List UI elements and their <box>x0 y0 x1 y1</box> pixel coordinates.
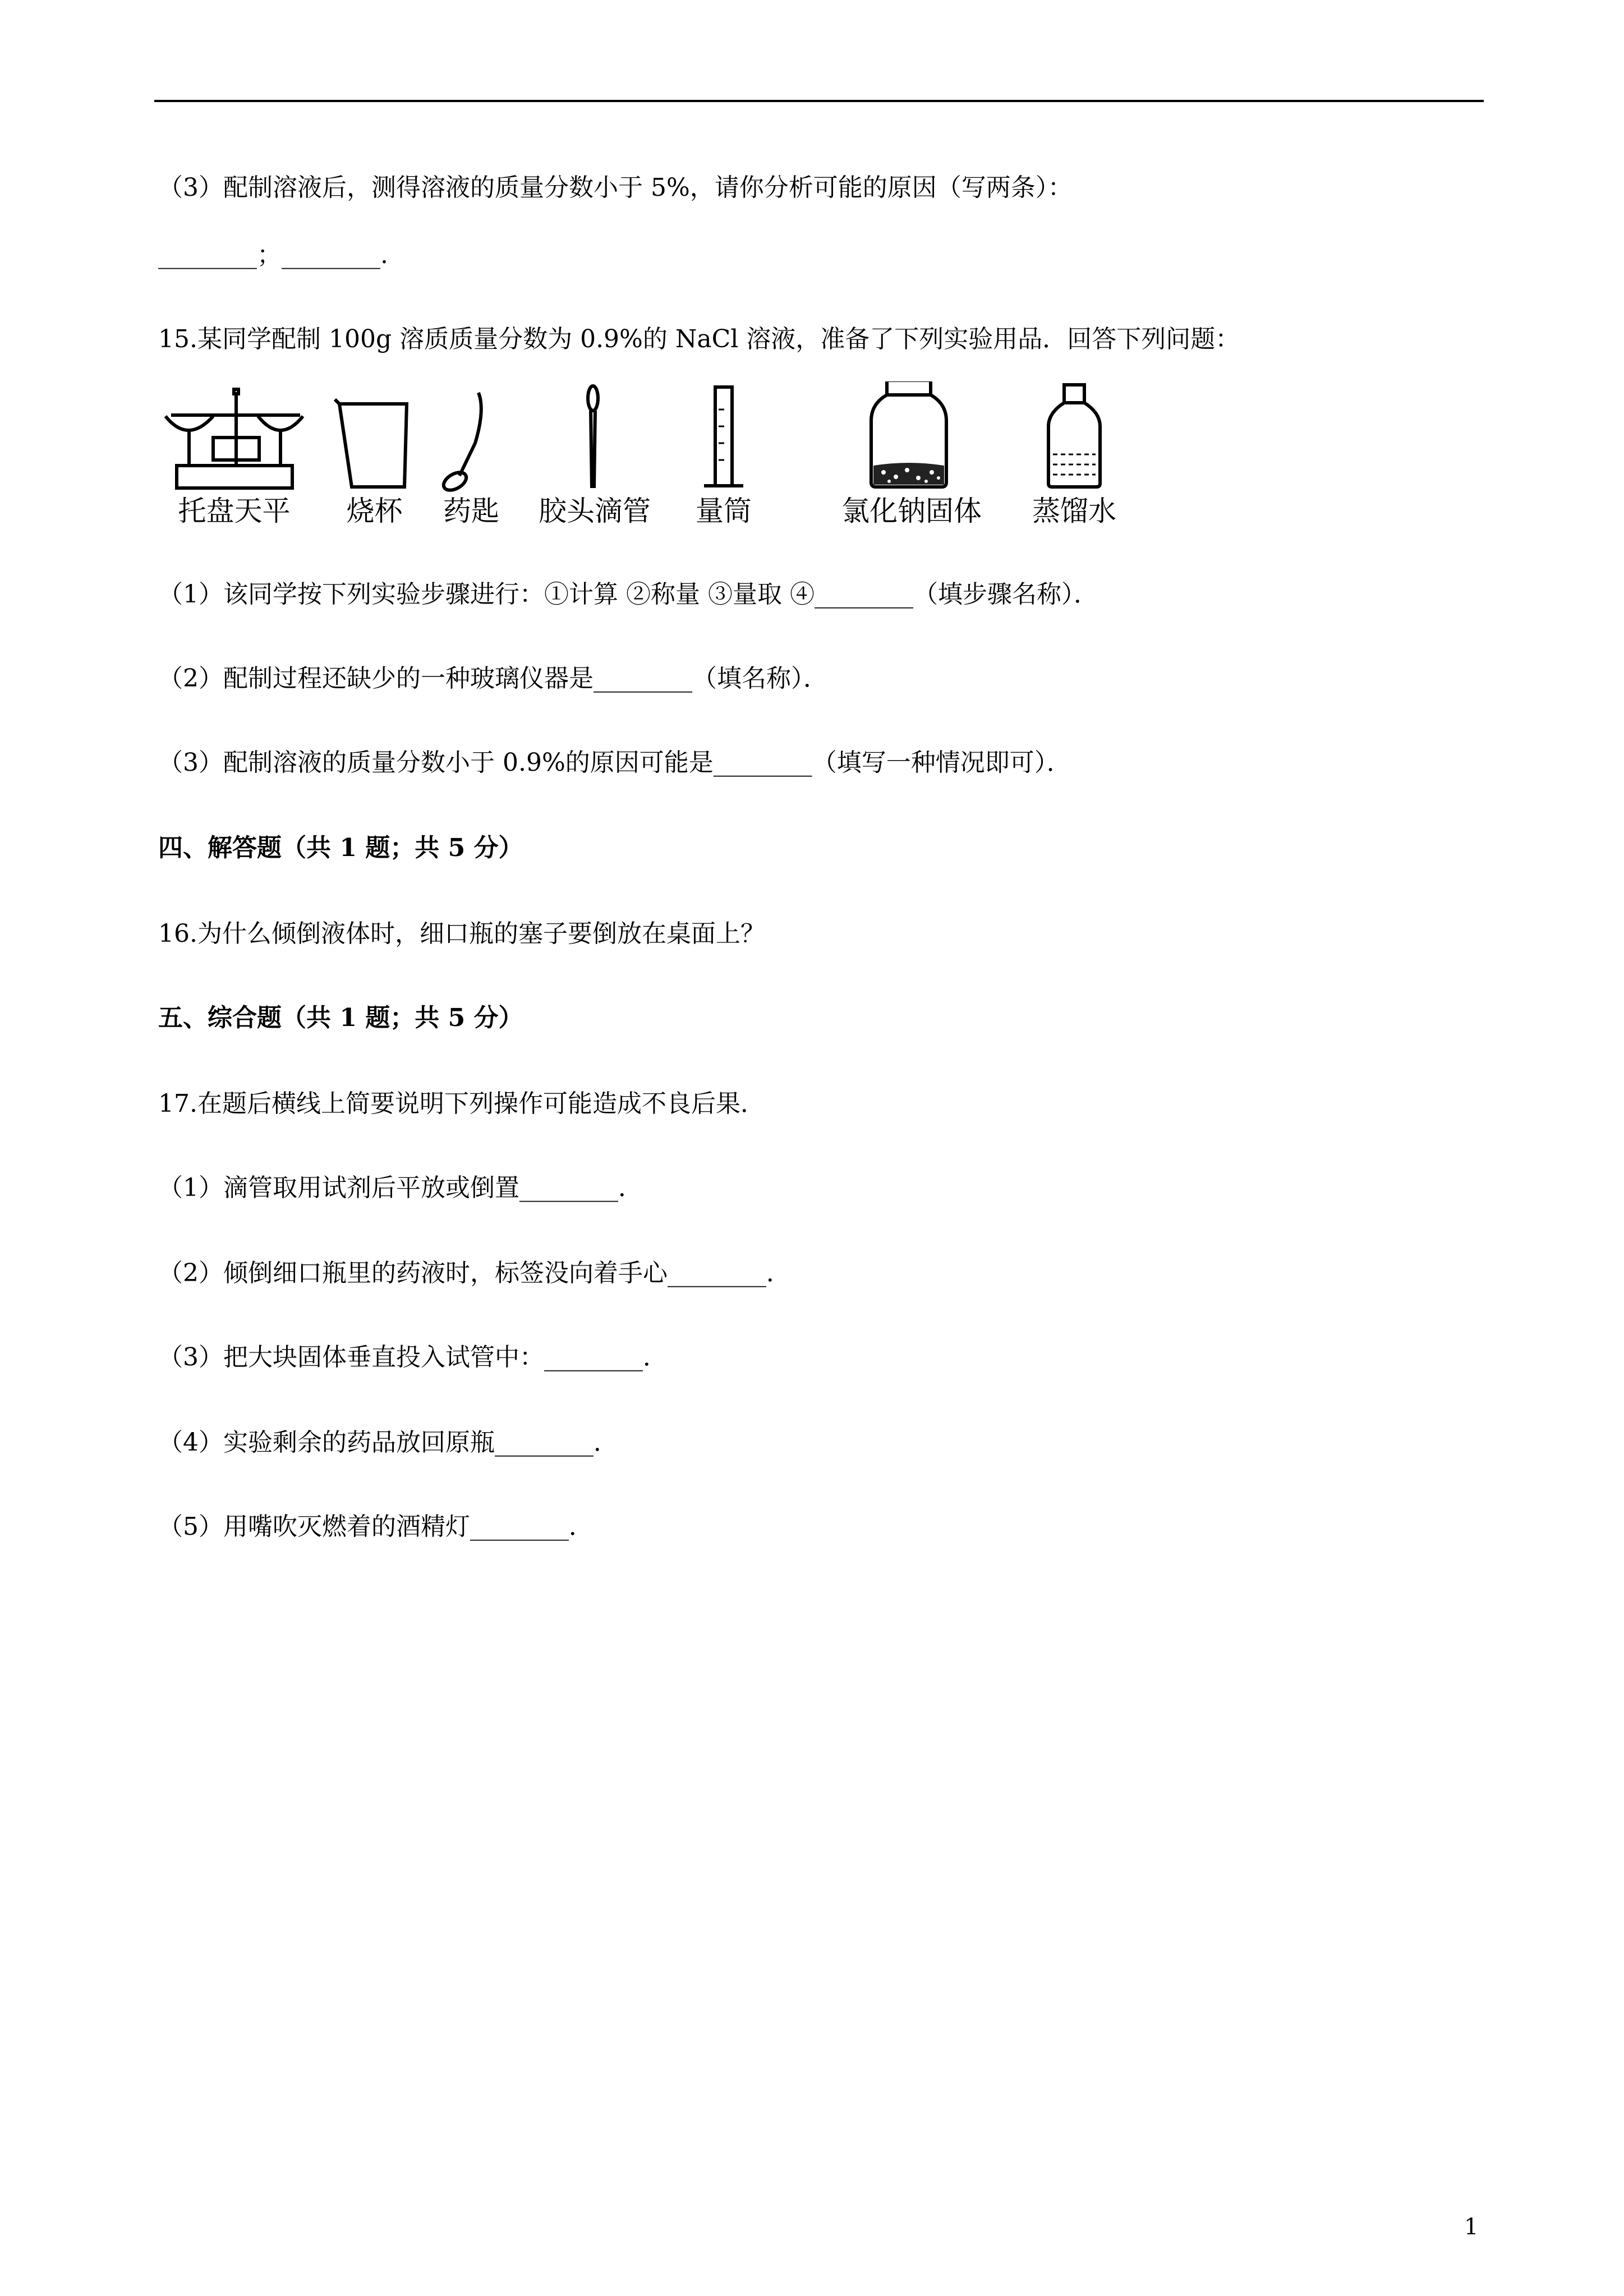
beaker-icon <box>323 381 426 494</box>
section-5-heading: 五、综合题（共 1 题；共 5 分） <box>158 1004 523 1032</box>
figure-item-spoon <box>424 381 519 536</box>
water-bottle-icon <box>1013 381 1136 494</box>
figure-caption: 托盘天平 <box>178 495 291 527</box>
figure-item-nacl-jar <box>822 381 1001 536</box>
question-17: 17.在题后横线上简要说明下列操作可能造成不良后果． <box>158 1089 765 1118</box>
q17-part3: （3）把大块固体垂直投入试管中：________． <box>158 1343 668 1372</box>
figure-item-dropper <box>522 381 668 536</box>
solid-jar-icon <box>822 381 1001 494</box>
figure-item-water-bottle <box>1013 381 1136 536</box>
q17-part1: （1）滴管取用试剂后平放或倒置________． <box>158 1174 643 1202</box>
figure-caption: 药匙 <box>443 495 499 527</box>
graduated-cylinder-icon <box>682 381 766 494</box>
figure-caption: 氯化钠固体 <box>841 495 982 527</box>
q14-part3-blanks: ________；________. <box>158 241 388 269</box>
question-16: 16.为什么倾倒液体时，细口瓶的塞子要倒放在桌面上？ <box>158 919 765 948</box>
spoon-icon <box>424 381 519 494</box>
page-number: 1 <box>1464 2214 1479 2240</box>
q17-part2: （2）倾倒细口瓶里的药液时，标签没向着手心________． <box>158 1259 791 1287</box>
figure-caption: 胶头滴管 <box>539 495 651 527</box>
figure-caption: 蒸馏水 <box>1032 495 1116 527</box>
q15-part1: （1）该同学按下列实验步骤进行：①计算 ②称量 ③量取 ④________（填步骤名称）． <box>158 580 1098 609</box>
section-4-heading: 四、解答题（共 1 题；共 5 分） <box>158 834 523 862</box>
q17-part4: （4）实验剩余的药品放回原瓶________． <box>158 1428 618 1457</box>
figure-caption: 烧杯 <box>346 495 403 527</box>
q15-part3: （3）配制溶液的质量分数小于 0.9%的原因可能是________（填写一种情况即可）． <box>158 748 1071 777</box>
lab-equipment-figure <box>160 381 1142 536</box>
balance-icon <box>160 381 309 494</box>
q14-part3: （3）配制溶液后，测得溶液的质量分数小于 5%，请你分析可能的原因（写两条）： <box>158 173 1073 202</box>
header-rule <box>154 100 1484 102</box>
question-15: 15.某同学配制 100g 溶质质量分数为 0.9%的 NaCl 溶液，准备了下列实验用品．回答下列问题： <box>158 325 1240 353</box>
q17-part5: （5）用嘴吹灭燃着的酒精灯________． <box>158 1512 594 1541</box>
figure-caption: 量筒 <box>696 495 752 527</box>
q15-part2: （2）配制过程还缺少的一种玻璃仪器是________（填名称）． <box>158 664 828 693</box>
figure-item-cylinder <box>682 381 766 536</box>
dropper-icon <box>522 381 668 494</box>
figure-item-beaker <box>323 381 426 536</box>
figure-item-balance <box>160 381 309 536</box>
